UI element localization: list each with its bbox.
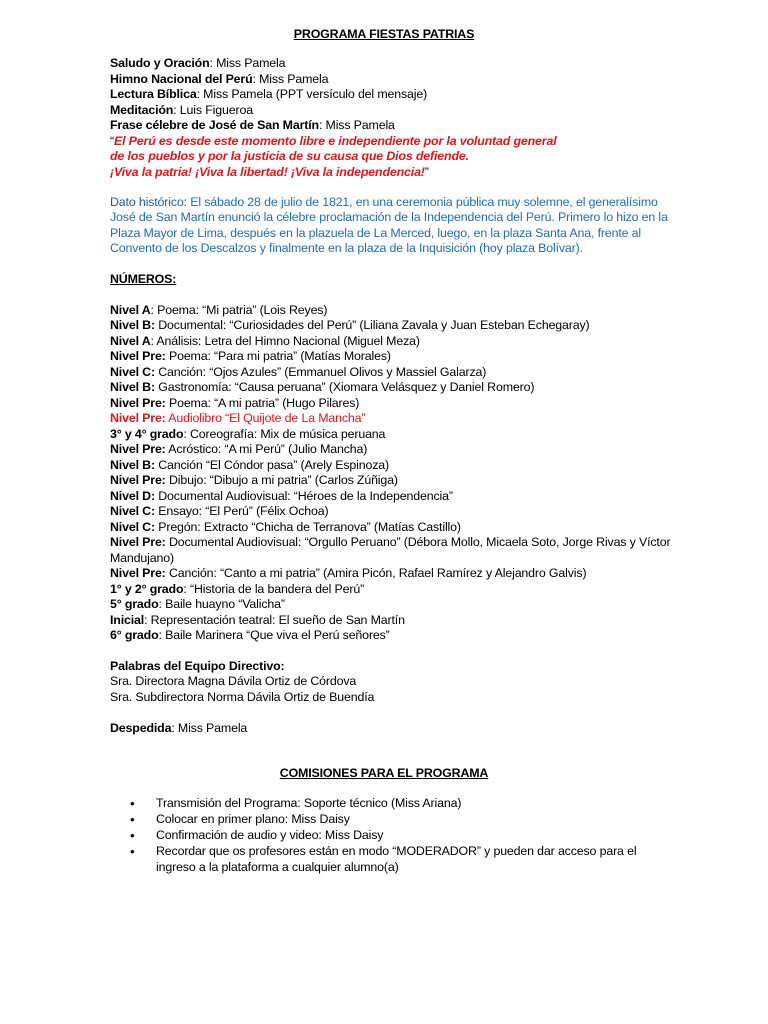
number-item: 6° grado: Baile Marinera “Que viva el Perú señores”: [110, 628, 390, 642]
farewell-line: Despedida: Miss Pamela: [110, 721, 248, 735]
number-item: Nivel D: Documental Audiovisual: “Héroes de la Independencia”: [110, 489, 453, 503]
number-item: 3° y 4° grado: Coreografía: Mix de música peruana: [110, 427, 386, 441]
opening-line-greeting: Saludo y Oración: Miss Pamela: [110, 56, 286, 70]
commission-item: • Recordar que os profesores están en modo “MODERADOR” y pueden dar acceso para el ingreso a la plataforma a cualquier alumno(a): [130, 844, 650, 875]
directive-line: Sra. Subdirectora Norma Dávila Ortiz de Buendía: [110, 690, 375, 704]
number-item: Nivel Pre: Dibujo: “Dibujo a mi patria” (Carlos Zúñiga): [110, 473, 398, 487]
number-item: Nivel Pre: Poema: “Para mi patria” (Matías Morales): [110, 349, 391, 363]
number-item: Nivel A: Análisis: Letra del Himno Nacional (Miguel Meza): [110, 334, 420, 348]
number-item: 5° grado: Baile huayno “Valicha”: [110, 597, 285, 611]
commission-item: • Confirmación de audio y video: Miss Daisy: [130, 828, 650, 844]
directive-line: Sra. Directora Magna Dávila Ortiz de Córdova: [110, 674, 357, 688]
number-item: Nivel A: Poema: “Mi patria” (Lois Reyes): [110, 303, 328, 317]
quote-line-2: de los pueblos y por la justicia de su causa que Dios defiende.: [110, 149, 469, 163]
quote-line-1: “El Perú es desde este momento libre e independiente por la voluntad general: [110, 134, 557, 148]
directive-heading: Palabras del Equipo Directivo:: [110, 659, 285, 673]
quote-line-3: ¡Viva la patria! ¡Viva la libertad! ¡Viva la independencia!”: [110, 165, 429, 179]
number-item: Nivel C: Ensayo: “El Perú” (Félix Ochoa): [110, 504, 329, 518]
opening-line-anthem: Himno Nacional del Perú: Miss Pamela: [110, 72, 329, 86]
commission-item: • Colocar en primer plano: Miss Daisy: [130, 812, 650, 828]
number-item: Nivel B: Gastronomía: “Causa peruana” (Xiomara Velásquez y Daniel Romero): [110, 380, 535, 394]
numbers-heading: NÚMEROS:: [110, 272, 177, 286]
number-item: Inicial: Representación teatral: El sueño de San Martín: [110, 613, 405, 627]
historic-note-line-4: Convento de los Descalzos y finalmente en la plaza de la Inquisición (hoy plaza Bolívar).: [110, 241, 583, 255]
commissions-title: COMISIONES PARA EL PROGRAMA: [279, 766, 489, 780]
commissions-list: [130, 796, 650, 876]
number-item: 1° y 2° grado: “Historia de la bandera del Perú”: [110, 582, 365, 596]
commission-item: • Transmisión del Programa: Soporte técnico (Miss Ariana): [130, 796, 650, 812]
number-item-highlighted: Nivel Pre: Audiolibro “El Quijote de La Mancha”: [110, 411, 366, 425]
number-item: Nivel Pre: Poema: “A mi patria” (Hugo Pilares): [110, 396, 360, 410]
historic-note-line-2: José de San Martín enunció la célebre proclamación de la Independencia del Perú. Primero lo hizo en la: [110, 210, 668, 224]
number-item: Nivel C: Pregón: Extracto “Chicha de Terranova” (Matías Castillo): [110, 520, 461, 534]
number-item: Nivel B: Documental: “Curiosidades del Perú” (Liliana Zavala y Juan Esteban Echegaray): [110, 318, 590, 332]
page-title: PROGRAMA FIESTAS PATRIAS: [293, 27, 475, 41]
number-item: Nivel Pre: Canción: “Canto a mi patria” (Amira Picón, Rafael Ramírez y Alejandro Galvis): [110, 566, 587, 580]
historic-note-line-3: Plaza Mayor de Lima, después en la plazuela de La Merced, luego, en la plaza Santa Ana, frente al: [110, 226, 641, 240]
opening-line-reading: Lectura Bíblica: Miss Pamela (PPT versículo del mensaje): [110, 87, 428, 101]
number-item: Nivel B: Canción “El Cóndor pasa” (Arely Espinoza): [110, 458, 389, 472]
number-item: Nivel Pre: Documental Audiovisual: “Orgullo Peruano” (Débora Mollo, Micaela Soto, Jorge Rivas y Víctor: [110, 535, 671, 549]
opening-line-meditation: Meditación: Luis Figueroa: [110, 103, 253, 117]
historic-note-line-1: Dato histórico: El sábado 28 de julio de 1821, en una ceremonia pública muy solemne, el generalísimo: [110, 195, 658, 209]
number-item-continuation: Mandujano): [110, 551, 174, 565]
opening-line-famous-phrase: Frase célebre de José de San Martín: Miss Pamela: [110, 118, 395, 132]
number-item: Nivel C: Canción: “Ojos Azules” (Emmanuel Olivos y Massiel Galarza): [110, 365, 487, 379]
number-item: Nivel Pre: Acróstico: “A mi Perú” (Julio Mancha): [110, 442, 368, 456]
